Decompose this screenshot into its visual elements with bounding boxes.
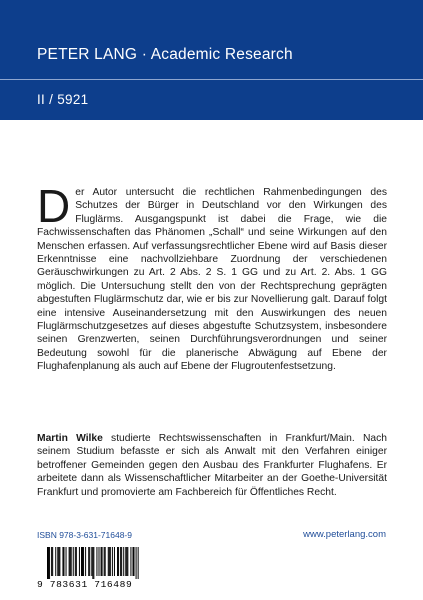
barcode-digits: 9 783631 716489 — [37, 579, 133, 590]
author-name: Martin Wilke — [37, 433, 103, 444]
barcode-bar — [96, 547, 97, 576]
abstract-body: er Autor untersucht die rechtlichen Rahmenbedingungen des Schutzes der Bürger in Deutschland vor den Wirkungen des Fluglärms. Ausgangspunkt ist dabei die Frage, wie die Fachwissenschaften das Phänomen „Schall“ und seine Wirkungen auf den Menschen erfassen. Auf verfassungsrechtlicher Ebene wird auf Basis dieser Erkenntnisse eine nachvollziehbare Zuordnung der verschiedenen Geräuschwirkungen zu Art. 2 Abs. 2 S. 1 GG und zu Art. 2. Abs. 1 GG möglich. Die Untersuchung stellt den von der Rechtsprechung geprägten abgestuften Fluglärmschutz dar, wie er bis zur Novellierung galt. Darauf folgt eine intensive Auseinandersetzung mit den Auswirkungen des neuen Fluglärmschutzgesetzes auf dieses abgestufte Schutzsystem, insbesondere seinen Grenzwerten, seinen Durchführungsverordnungen und seiner Bedeutung sowohl für die planerische Abwägung auf Ebene der Flughafenplanung als auch auf Ebene der Flugroutenfestsetzung. — [37, 187, 387, 373]
barcode-bar — [88, 547, 89, 576]
barcode-bar — [55, 547, 56, 576]
barcode-bar — [105, 547, 106, 576]
barcode-bar — [70, 547, 71, 576]
barcode-bar — [52, 547, 53, 576]
barcode-bar — [51, 547, 52, 576]
barcode-bar — [93, 547, 94, 579]
barcode-bar — [134, 547, 135, 576]
barcode-bar — [110, 547, 111, 576]
publisher-name: PETER LANG · Academic Research — [37, 46, 293, 63]
barcode-bar — [82, 547, 83, 576]
barcode-bar — [104, 547, 105, 576]
barcode-bar — [112, 547, 113, 576]
barcode-bar — [130, 547, 131, 576]
barcode-bar — [108, 547, 109, 576]
barcode-bar — [120, 547, 121, 576]
header-divider — [0, 79, 423, 80]
barcode-bar — [123, 547, 124, 576]
barcode-bar — [66, 547, 67, 576]
barcode-bar — [62, 547, 63, 576]
header-band — [0, 0, 423, 120]
isbn-label: ISBN 978-3-631-71648-9 — [37, 530, 132, 540]
barcode-bar — [102, 547, 103, 576]
series-number: II / 5921 — [37, 92, 89, 107]
barcode-bar — [69, 547, 70, 576]
barcode-bar — [49, 547, 50, 579]
barcode-bar — [101, 547, 102, 576]
barcode-bars — [47, 547, 139, 579]
barcode-bar — [73, 547, 74, 576]
barcode-bar — [75, 547, 76, 576]
barcode — [37, 545, 147, 593]
barcode-bar — [99, 547, 100, 576]
author-bio — [37, 432, 387, 499]
barcode-bar — [71, 547, 72, 576]
dropcap-letter: D — [37, 180, 71, 232]
barcode-bar — [125, 547, 126, 576]
abstract-text — [37, 180, 387, 374]
barcode-bar — [85, 547, 86, 576]
barcode-bar — [79, 547, 80, 576]
barcode-bar — [57, 547, 58, 576]
barcode-bar — [117, 547, 118, 576]
barcode-bar — [47, 547, 48, 579]
website-link[interactable]: www.peterlang.com — [303, 529, 386, 540]
barcode-bar — [89, 547, 90, 576]
barcode-bar — [126, 547, 127, 576]
barcode-bar — [48, 547, 49, 579]
barcode-bar — [63, 547, 64, 576]
barcode-bar — [138, 547, 139, 579]
barcode-bar — [58, 547, 59, 576]
barcode-bar — [132, 547, 133, 576]
author-bio-text: studierte Rechtswissenschaften in Frankfurt/Main. Nach seinem Studium befasste er sich als Anwalt mit den Verfahren einiger betroffener Gemeinden gegen den Ausbau des Frankfurter Flughafens. Er arbeitete dann als Wissenschaftlicher Mitarbeiter an der Goethe-Universität Frankfurt und promovierte am Fachbereich für Öffentliches Recht. — [37, 433, 387, 498]
barcode-bar — [81, 547, 82, 576]
barcode-bar — [136, 547, 137, 579]
barcode-bar — [109, 547, 110, 576]
barcode-bar — [92, 547, 93, 579]
barcode-bar — [91, 547, 92, 576]
barcode-bar — [118, 547, 119, 576]
barcode-bar — [121, 547, 122, 576]
barcode-bar — [127, 547, 128, 576]
barcode-bar — [114, 547, 115, 576]
barcode-bar — [59, 547, 60, 576]
barcode-bar — [83, 547, 84, 576]
barcode-bar — [76, 547, 77, 576]
